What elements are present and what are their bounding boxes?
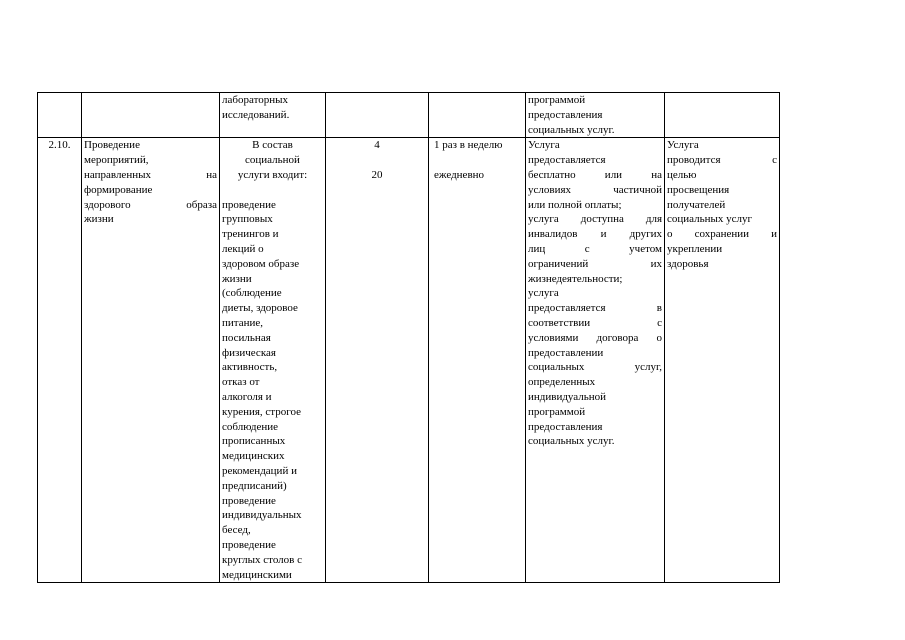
text-line: инвалидов и других: [528, 228, 662, 241]
blank-line: [328, 153, 426, 168]
text-line: целью: [667, 168, 697, 181]
text-line: формирование: [84, 183, 153, 196]
service-conditions: [526, 138, 665, 583]
text-line: медицинских: [222, 450, 285, 463]
continuation-row: [38, 93, 780, 138]
service-name: [82, 138, 220, 583]
text-line: прописанных: [222, 435, 286, 448]
text-line: курения, строгое: [222, 405, 301, 418]
text-line: получателей: [667, 198, 726, 211]
cell-period: [429, 93, 526, 138]
text-line: Услуга: [667, 139, 699, 152]
text-line: медицинскими: [222, 568, 292, 581]
text-line: или полной оплаты;: [528, 198, 622, 211]
text-line: активность,: [222, 361, 278, 374]
text-line: алкоголя и: [222, 390, 272, 403]
text-line: соответствии с: [528, 316, 662, 329]
text-line: программой: [528, 94, 586, 106]
text-line: жизни: [222, 272, 252, 285]
text-line: укреплении: [667, 242, 723, 255]
service-purpose: [665, 138, 780, 583]
text-line: предоставляется: [528, 154, 606, 167]
cell-conditions: [526, 93, 665, 138]
text-line: проведение: [222, 198, 276, 211]
text-line: социальных услуг,: [528, 361, 662, 374]
text-line: социальных услуг: [667, 213, 753, 226]
text-line: направленных на: [84, 168, 217, 181]
text-line: Проведение: [84, 139, 140, 152]
text-line: тренингов и: [222, 228, 279, 241]
text-line: бесплатно или на: [528, 168, 662, 181]
text-line: рекомендаций и: [222, 464, 297, 477]
text-line: отказ от: [222, 376, 260, 389]
text-line: лекций о: [222, 242, 264, 255]
text-line: проводится с: [667, 154, 777, 167]
text-line: посильная: [222, 331, 271, 344]
period-value: ежедневно: [434, 168, 485, 181]
text-line: социальных услуг.: [528, 435, 615, 448]
services-table: [37, 92, 780, 583]
text-line: питание,: [222, 316, 264, 329]
text-line: ограничений их: [528, 257, 662, 270]
text-line: бесед,: [222, 524, 251, 537]
text-line: (соблюдение: [222, 287, 282, 300]
text-line: предоставления: [528, 108, 603, 121]
text-line: мероприятий,: [84, 154, 149, 167]
text-line: проведение: [222, 494, 276, 507]
cell-name: [82, 93, 220, 138]
text-line: просвещения: [667, 183, 730, 196]
text-line: программой: [528, 405, 586, 418]
text-line: о сохранении и: [667, 228, 777, 241]
blank-line: [431, 153, 523, 168]
text-line: лиц с учетом: [528, 242, 662, 255]
text-line: предоставления: [528, 420, 603, 433]
text-line: здорового образа: [84, 198, 217, 211]
text-line: В состав: [252, 139, 293, 152]
cell-purpose: [665, 93, 780, 138]
text-line: здоровья: [667, 257, 709, 270]
text-line: жизни: [84, 213, 114, 226]
cell-content: [220, 93, 326, 138]
cell-number: [38, 93, 82, 138]
text-line: проведение: [222, 538, 276, 551]
text-line: индивидуальной: [528, 390, 607, 403]
text-line: услуги входит:: [237, 168, 308, 181]
row-number: 2.10.: [38, 138, 82, 583]
text-line: индивидуальных: [222, 509, 302, 522]
text-line: Услуга: [528, 139, 560, 152]
text-line: лабораторных: [222, 94, 289, 106]
text-line: предписаний): [222, 479, 287, 492]
text-line: круглых столов с: [222, 553, 302, 566]
text-line: соблюдение: [222, 420, 278, 433]
text-line: условиях частичной: [528, 183, 662, 196]
text-line: групповых: [222, 213, 273, 226]
text-line: предоставлении: [528, 346, 604, 359]
text-line: услуга: [528, 287, 559, 300]
text-line: жизнедеятельности;: [528, 272, 623, 285]
cell-volume: [326, 93, 429, 138]
text-line: диеты, здоровое: [222, 302, 298, 315]
service-content: [220, 138, 326, 583]
text-line: здоровом образе: [222, 257, 300, 270]
text-line: социальной: [245, 154, 300, 167]
text-line: определенных: [528, 376, 596, 389]
volume-value: 4: [374, 139, 380, 152]
text-line: услуга доступна для: [528, 213, 662, 226]
volume-value: 20: [371, 168, 383, 181]
row-2-10: [38, 138, 780, 583]
text-line: социальных услуг.: [528, 123, 615, 136]
text-line: условиями договора о: [528, 331, 662, 344]
text-line: предоставляется в: [528, 302, 662, 315]
text-line: физическая: [222, 346, 276, 359]
blank-line: [222, 183, 323, 198]
service-period: [429, 138, 526, 583]
service-volume: [326, 138, 429, 583]
period-value: 1 раз в неделю: [434, 139, 503, 152]
text-line: исследований.: [222, 108, 290, 121]
